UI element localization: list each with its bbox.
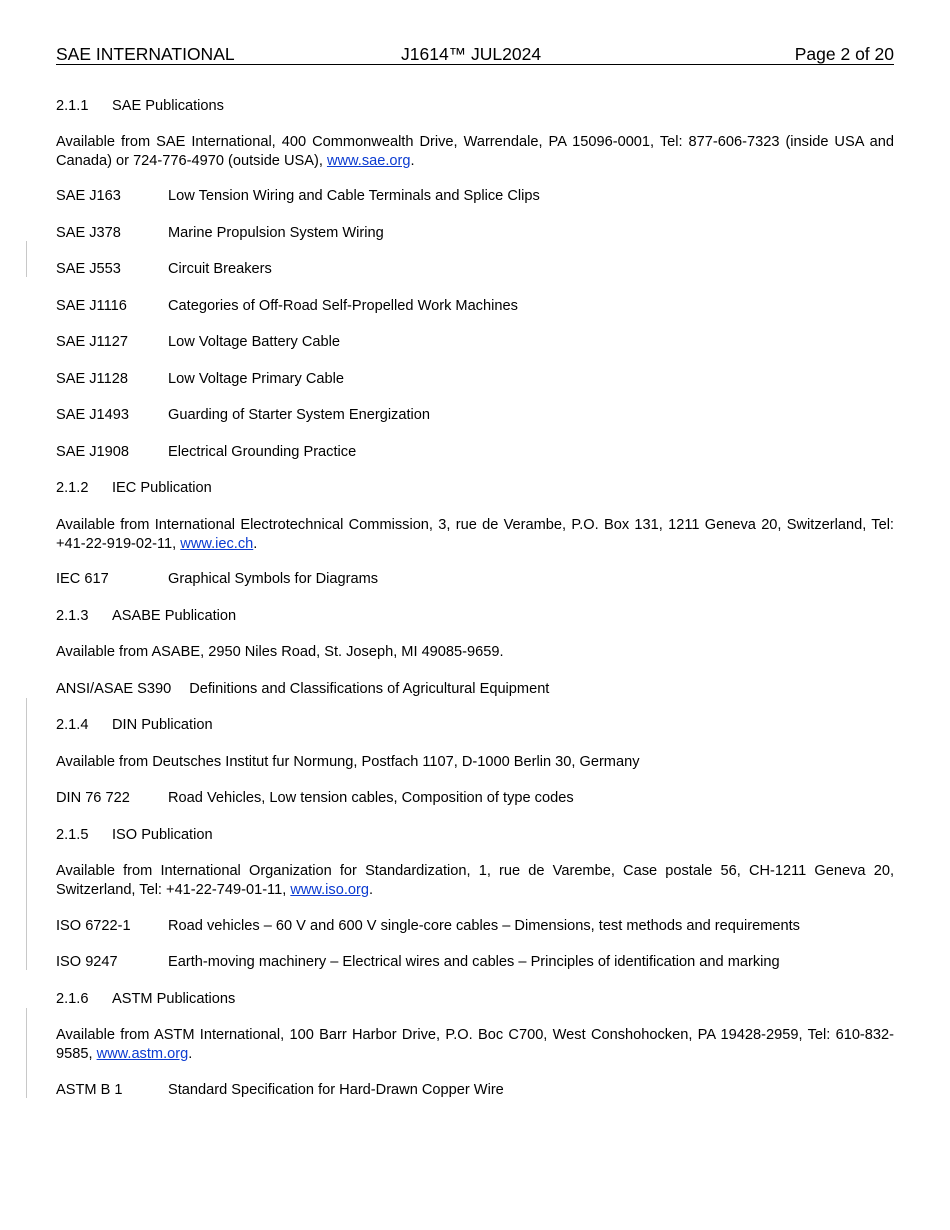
reference-item bbox=[56, 680, 549, 698]
availability-paragraph: Available from ASTM International, 100 Barr Harbor Drive, P.O. Boc C700, West Conshohocken, PA 19428-2959, Tel: 610-832-9585, www.astm.org. bbox=[56, 1027, 894, 1062]
availability-paragraph: Available from SAE International, 400 Commonwealth Drive, Warrendale, PA 15096-0001, Tel: 877-606-7323 (inside USA and Canada) or 724-776-4970 (outside USA), www.sae.org. bbox=[56, 134, 894, 169]
reference-code: SAE J378 bbox=[56, 225, 121, 241]
section-title: ISO Publication bbox=[112, 827, 213, 843]
reference-item bbox=[56, 953, 780, 971]
reference-title: Definitions and Classifications of Agricultural Equipment bbox=[189, 681, 550, 697]
reference-item bbox=[56, 570, 378, 588]
reference-title: Low Voltage Battery Cable bbox=[168, 334, 340, 350]
change-bar bbox=[26, 241, 27, 277]
reference-title: Road Vehicles, Low tension cables, Composition of type codes bbox=[168, 790, 574, 806]
reference-title: Low Tension Wiring and Cable Terminals and Splice Clips bbox=[168, 188, 540, 204]
reference-code: SAE J1128 bbox=[56, 371, 128, 387]
reference-item bbox=[56, 297, 518, 315]
reference-code: ISO 6722-1 bbox=[56, 918, 131, 934]
reference-code: SAE J1116 bbox=[56, 298, 127, 314]
reference-title: Categories of Off-Road Self-Propelled Work Machines bbox=[168, 298, 518, 314]
section-number: 2.1.6 bbox=[56, 991, 89, 1007]
section-number: 2.1.1 bbox=[56, 98, 89, 114]
section-heading bbox=[56, 479, 212, 497]
reference-code: IEC 617 bbox=[56, 571, 109, 587]
section-number: 2.1.4 bbox=[56, 717, 89, 733]
section-heading bbox=[56, 826, 213, 844]
reference-code: DIN 76 722 bbox=[56, 790, 130, 806]
header-page-number: Page 2 of 20 bbox=[794, 44, 894, 64]
reference-item bbox=[56, 370, 344, 388]
section-title: SAE Publications bbox=[112, 98, 224, 114]
header-doc-id: J1614™ JUL2024 bbox=[401, 44, 542, 64]
availability-paragraph: Available from Deutsches Institut fur Normung, Postfach 1107, D-1000 Berlin 30, Germany bbox=[56, 754, 640, 770]
iec-link[interactable]: www.iec.ch bbox=[180, 535, 254, 552]
reference-item bbox=[56, 260, 272, 278]
reference-item bbox=[56, 917, 800, 935]
reference-title: Standard Specification for Hard-Drawn Copper Wire bbox=[168, 1082, 504, 1098]
reference-item bbox=[56, 789, 574, 807]
reference-code: SAE J1127 bbox=[56, 334, 128, 350]
section-number: 2.1.2 bbox=[56, 480, 89, 496]
reference-title: Circuit Breakers bbox=[168, 261, 272, 277]
reference-title: Earth-moving machinery – Electrical wires and cables – Principles of identification and marking bbox=[168, 954, 780, 970]
reference-title: Electrical Grounding Practice bbox=[168, 444, 357, 460]
reference-item bbox=[56, 224, 384, 242]
reference-item bbox=[56, 187, 540, 205]
astm-link[interactable]: www.astm.org bbox=[96, 1045, 189, 1062]
reference-code: SAE J1493 bbox=[56, 407, 130, 423]
reference-code: ISO 9247 bbox=[56, 954, 118, 970]
reference-code: ASTM B 1 bbox=[56, 1082, 123, 1098]
reference-title: Road vehicles – 60 V and 600 V single-core cables – Dimensions, test methods and requirements bbox=[168, 918, 800, 934]
reference-item bbox=[56, 1081, 504, 1099]
section-title: IEC Publication bbox=[112, 480, 212, 496]
reference-item bbox=[56, 406, 430, 424]
section-title: ASTM Publications bbox=[112, 991, 236, 1007]
reference-item bbox=[56, 333, 340, 351]
section-number: 2.1.3 bbox=[56, 608, 89, 624]
availability-paragraph: Available from International Organization for Standardization, 1, rue de Varembe, Case postale 56, CH-1211 Geneva 20, Switzerland, Tel: +41-22-749-01-11, www.iso.org. bbox=[56, 863, 894, 898]
reference-code: ANSI/ASAE S390 bbox=[56, 681, 172, 697]
availability-paragraph: Available from ASABE, 2950 Niles Road, St. Joseph, MI 49085-9659. bbox=[56, 644, 504, 660]
section-title: ASABE Publication bbox=[112, 608, 237, 624]
section-number: 2.1.5 bbox=[56, 827, 89, 843]
reference-title: Low Voltage Primary Cable bbox=[168, 371, 345, 387]
reference-code: SAE J553 bbox=[56, 261, 121, 277]
change-bar bbox=[26, 1008, 27, 1098]
page-header bbox=[56, 44, 894, 65]
availability-paragraph: Available from International Electrotechnical Commission, 3, rue de Verambe, P.O. Box 131, 1211 Geneva 20, Switzerland, Tel: +41-22-919-02-11, www.iec.ch. bbox=[56, 517, 894, 552]
reference-code: SAE J1908 bbox=[56, 444, 130, 460]
header-org: SAE INTERNATIONAL bbox=[56, 44, 235, 64]
change-bar bbox=[26, 698, 27, 970]
section-heading bbox=[56, 97, 224, 115]
sae-link[interactable]: www.sae.org bbox=[326, 152, 411, 169]
section-heading bbox=[56, 716, 213, 734]
reference-title: Guarding of Starter System Energization bbox=[168, 407, 431, 423]
section-heading bbox=[56, 990, 235, 1008]
reference-title: Marine Propulsion System Wiring bbox=[168, 225, 384, 241]
reference-item bbox=[56, 443, 356, 461]
section-heading bbox=[56, 607, 236, 625]
iso-link[interactable]: www.iso.org bbox=[290, 881, 369, 898]
reference-code: SAE J163 bbox=[56, 188, 121, 204]
reference-title: Graphical Symbols for Diagrams bbox=[168, 571, 379, 587]
section-title: DIN Publication bbox=[112, 717, 213, 733]
